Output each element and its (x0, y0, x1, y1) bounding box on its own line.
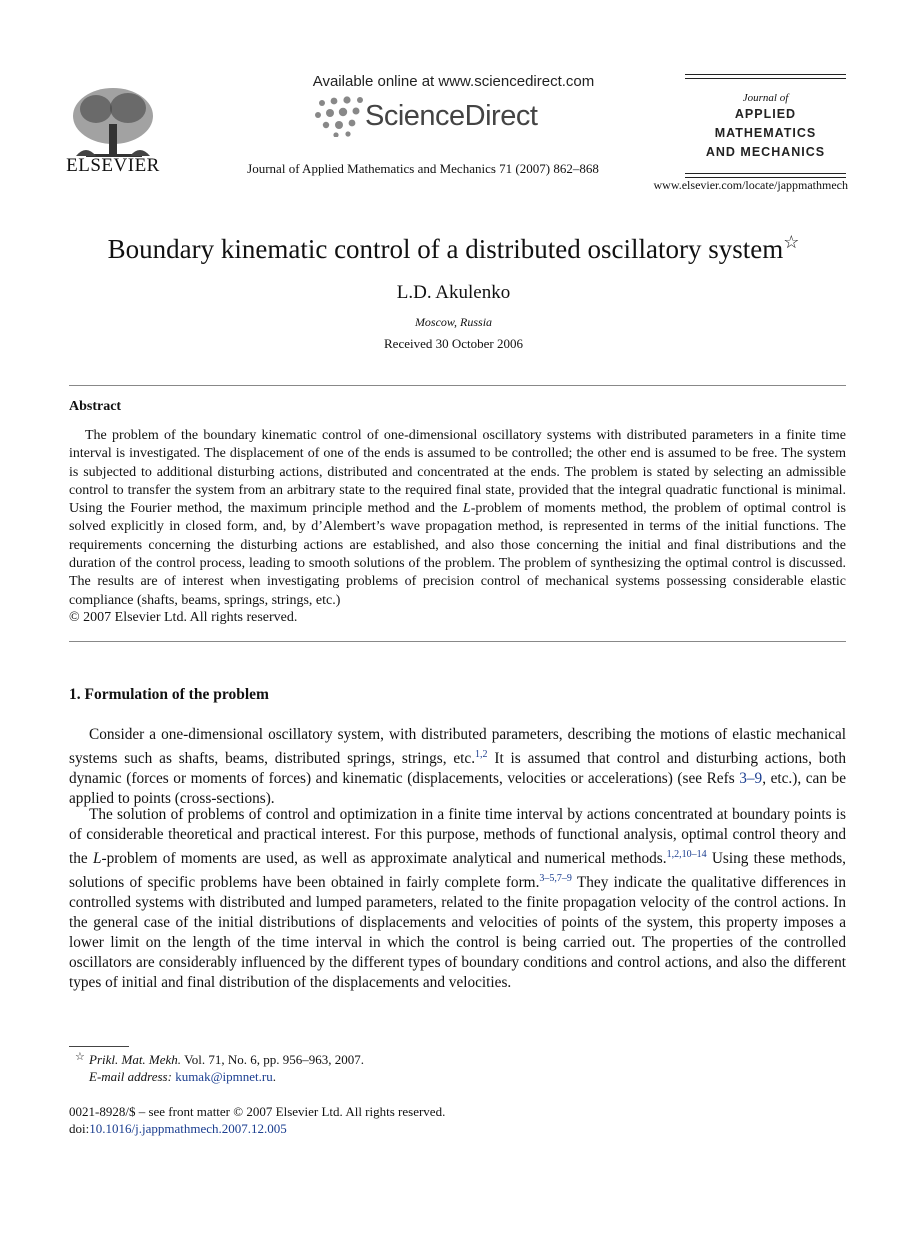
abstract-body: The problem of the boundary kinematic control of one-dimensional oscillatory systems with distributed parameters in a finite time interval is investigated. The displacement of one of the ends is assumed to be controlled; the other end is assumed to be free. The system is subjected to additional disturbing actions, distributed and concentrated at the ends. The problem is stated by selecting an admissible control to transfer the system from an arbitrary state to the required final state, provided that the integral quadratic functional is minimal. Using the Fourier method, the maximum principle method and the L-problem of moments method, the problem of optimal control is solved explicitly in closed form, and, by d’Alembert’s wave propagation method, is represented in terms of the initial functions. The requirements concerning the disturbing actions are established, and also those concerning the initial and final distributions and the duration of the control process, leading to smooth solutions of the problem. The problem of synthesizing the optimal control is discussed. The results are of interest when investigating problems of precision control of mechanical systems possessing considerable elastic compliance (shafts, beams, springs, strings, etc.) (69, 428, 846, 608)
footnote-source: Prikl. Mat. Mekh. Vol. 71, No. 6, pp. 956–963, 2007. (89, 1052, 365, 1067)
available-online-text: Available online at www.sciencedirect.com (312, 73, 595, 90)
doi-line: doi:10.1016/j.jappmathmech.2007.12.005 (69, 1121, 287, 1136)
footnote-email: E-mail address: kumak@ipmnet.ru. (89, 1069, 276, 1084)
citation-link[interactable]: 3–5,7–9 (539, 873, 572, 885)
paragraph-1: Consider a one-dimensional oscillatory system, with distributed parameters, describing the motions of elastic mechanical systems such as shafts, beams, distributed springs, strings, etc.$^{1,2}$ It is assumed that control and disturbing actions, both dynamic (forces or moments of forces) and kinematic (displacements, velocities or accelerations) (see Refs 3–9, etc.), can be applied to points (cross-sections). (69, 726, 846, 808)
sciencedirect-wordmark: ScienceDirect (365, 100, 538, 132)
doi-link[interactable]: 10.1016/j.jappmathmech.2007.12.005 (89, 1121, 287, 1136)
divider-top (69, 385, 846, 386)
journal-title-box (685, 74, 846, 178)
journal-title-line1: APPLIED (734, 107, 797, 121)
citation-link[interactable]: 3–9 (739, 770, 763, 788)
author-affiliation: Moscow, Russia (414, 315, 493, 329)
journal-title-line3: AND MECHANICS (705, 145, 826, 159)
journal-of-label: Journal of (742, 92, 789, 104)
divider-bottom (69, 641, 846, 642)
journal-citation: Journal of Applied Mathematics and Mechanics 71 (2007) 862–868 (247, 161, 599, 176)
received-date: Received 30 October 2006 (384, 336, 523, 351)
article-title: Boundary kinematic control of a distributed oscillatory system☆ (107, 232, 800, 264)
journal-url-link[interactable]: www.elsevier.com/locate/jappmathmech (653, 178, 848, 192)
footnote-rule (69, 1046, 129, 1047)
elsevier-wordmark: ELSEVIER (66, 155, 160, 176)
issn-line: 0021-8928/$ – see front matter © 2007 Elsevier Ltd. All rights reserved. (69, 1104, 446, 1119)
section-heading: 1. Formulation of the problem (69, 686, 269, 703)
citation-link[interactable]: 1,2,10–14 (666, 849, 707, 860)
citation-link[interactable]: 1,2 (475, 749, 488, 760)
email-link[interactable]: kumak@ipmnet.ru (175, 1069, 273, 1084)
paragraph-2: The solution of problems of control and optimization in a finite time interval by actions concentrated at boundary points is of considerable theoretical and practical interest. For this purpose, methods of functional analysis, optimal control theory and the L-problem of moments are used, as well as approximate analytical and numerical methods.$^{1,2,10-14}$ Using these methods, solutions of specific problems have been obtained in fairly complete form.$^{3-5,7-9}$ They indicate the qualitative differences in controlled systems with distributed and lumped parameters, related to the finite propagation velocity of the control actions. In the general case of the initial distributions of displacements and velocities of points of the system, this property imposes a lower limit on the length of the time interval in which the control is being carried out. The properties of the controlled oscillators are considerably influenced by the different types of boundary conditions and control actions, and also the different types of initial and final distribution of the displacements and velocities. (69, 806, 846, 992)
abstract-heading: Abstract (69, 399, 122, 414)
title-star-mark[interactable]: ☆ (783, 232, 800, 252)
journal-title-line2: MATHEMATICS (714, 126, 817, 140)
footnote-star-mark: ☆ (75, 1051, 85, 1063)
author-name: L.D. Akulenko (396, 282, 511, 303)
abstract-copyright: © 2007 Elsevier Ltd. All rights reserved. (69, 610, 298, 625)
